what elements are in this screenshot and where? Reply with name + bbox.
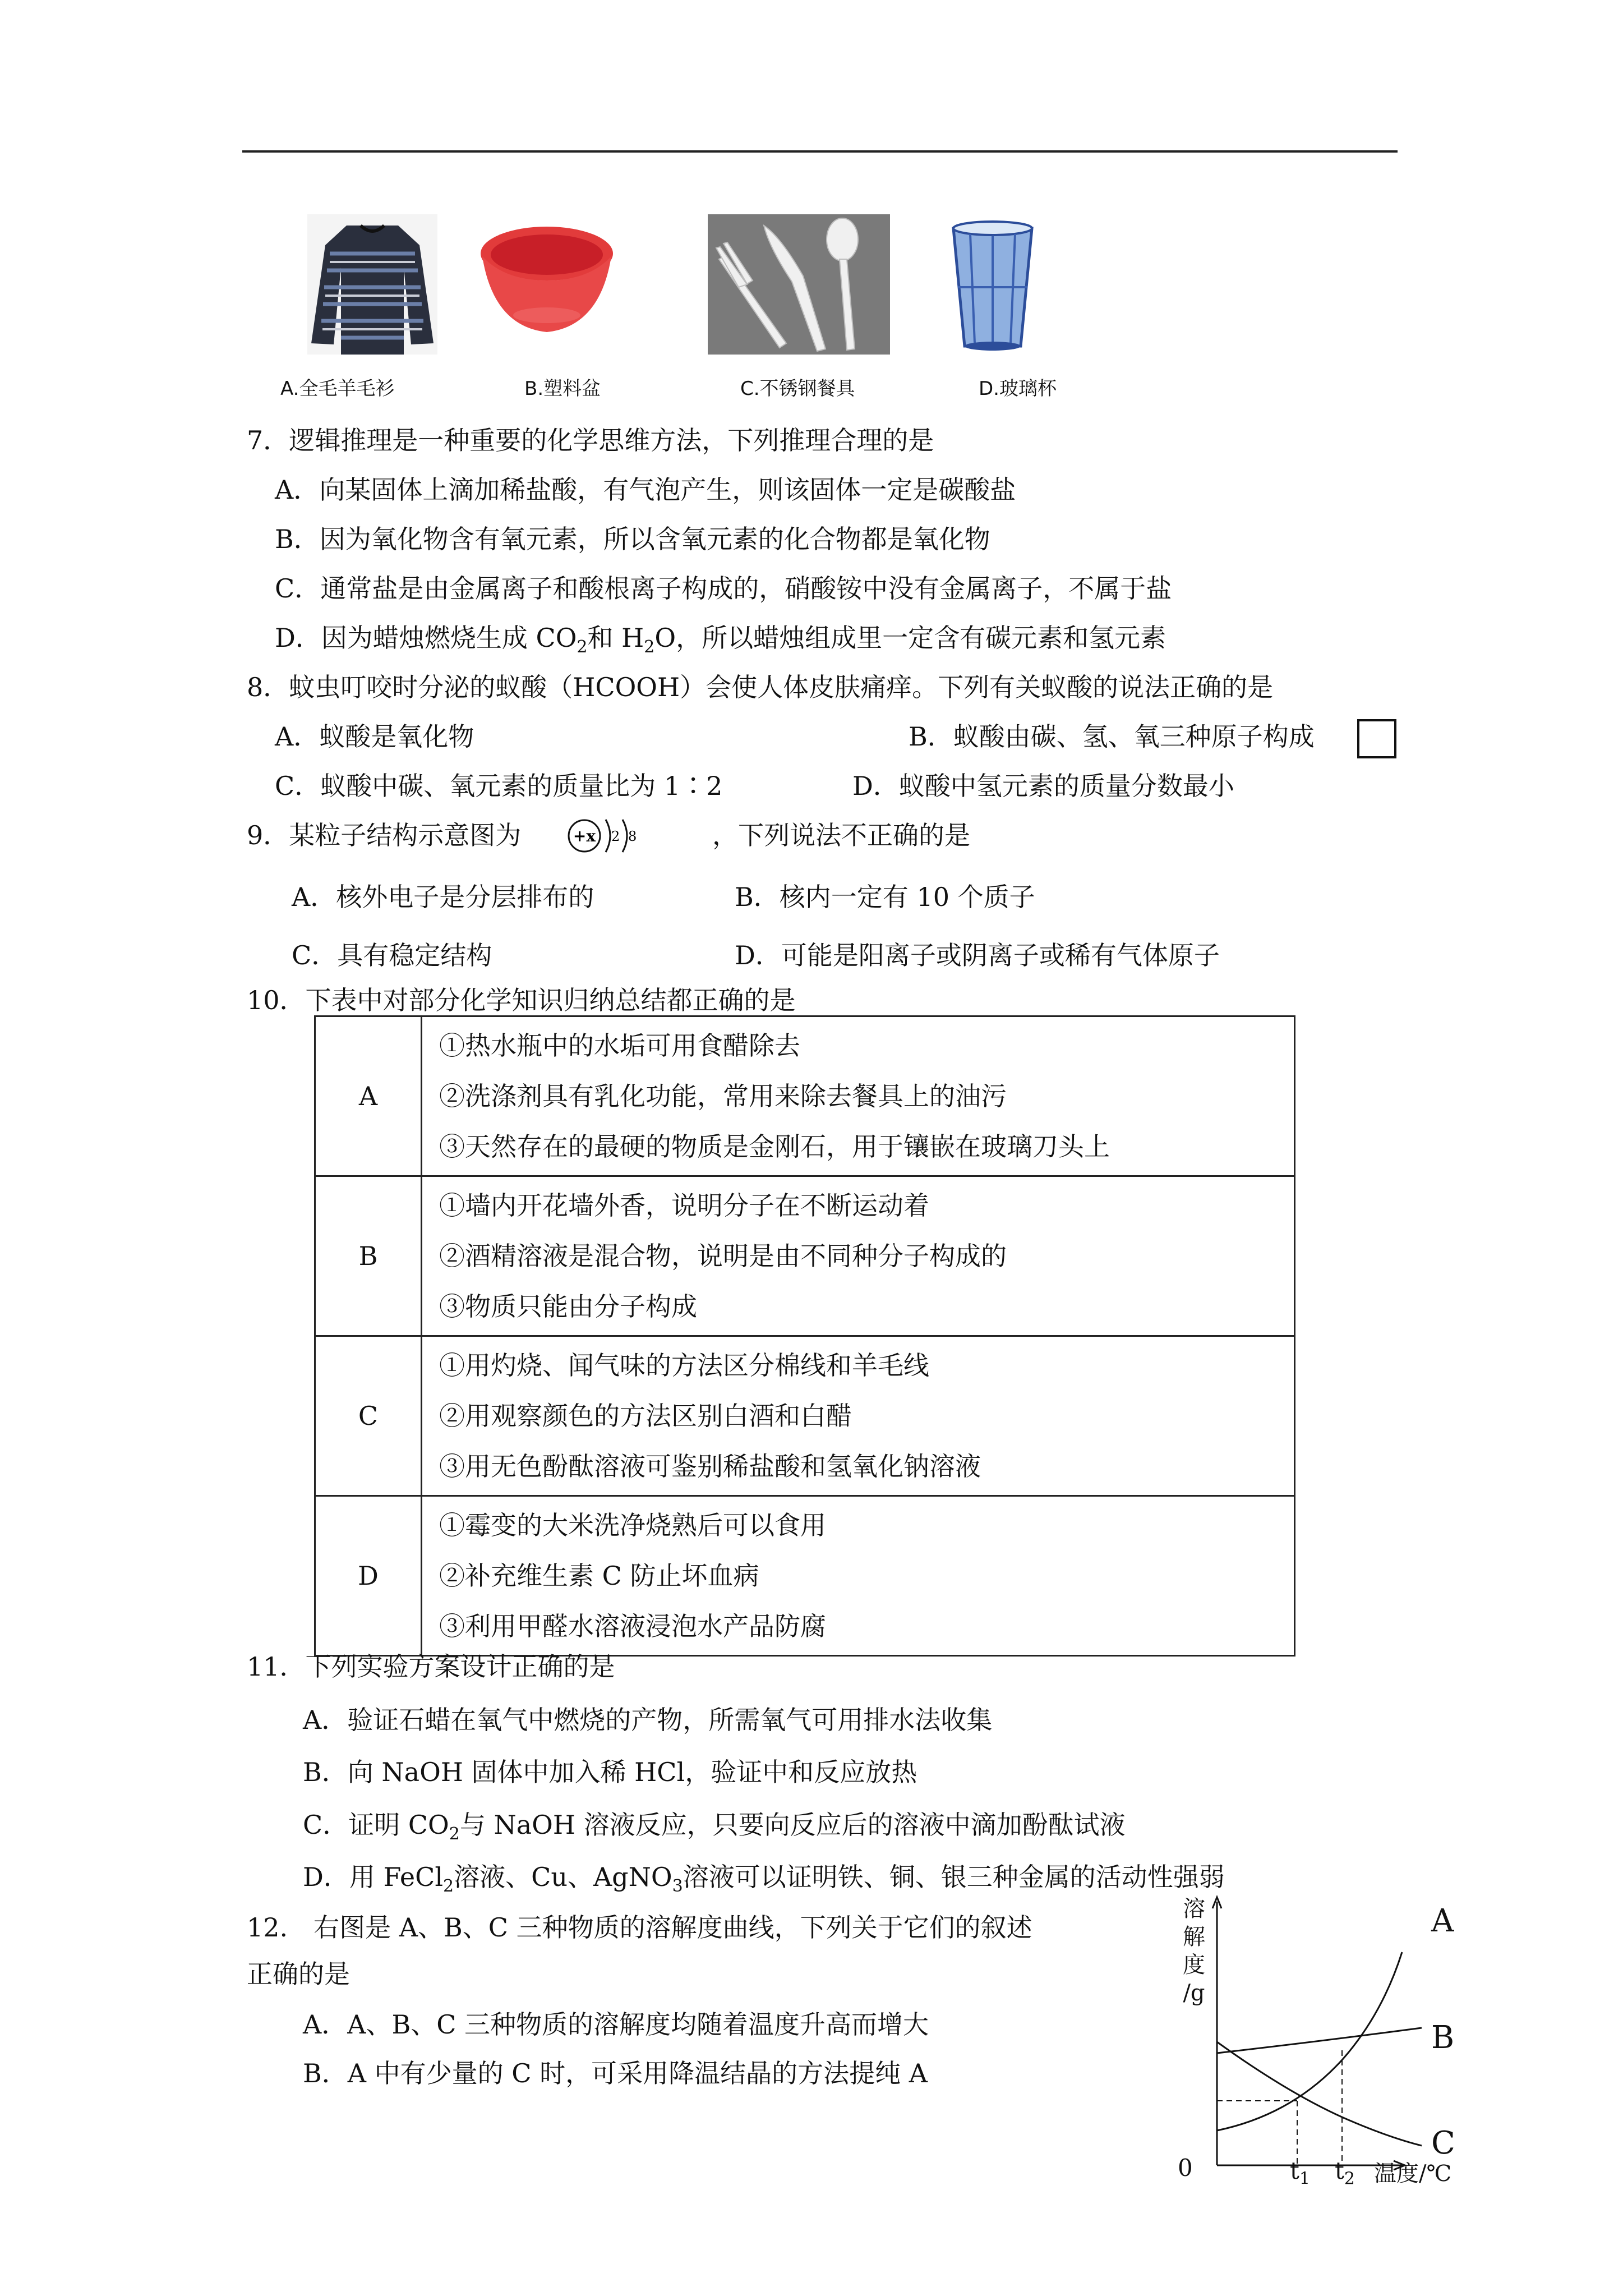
q10-stem: 10．下表中对部分化学知识归纳总结都正确的是: [247, 985, 796, 1015]
list-item: ③物质只能由分子构成: [439, 1291, 697, 1322]
list-item: ③利用甲醛水溶液浸泡水产品防腐: [439, 1611, 826, 1641]
q9-stem-end: ，下列说法不正确的是: [712, 820, 970, 850]
list-item: ①用灼烧、闻气味的方法区分棉线和羊毛线: [439, 1350, 929, 1381]
q7-option-b: B．因为氧化物含有氧元素，所以含氧元素的化合物都是氧化物: [275, 524, 990, 554]
header-rule: [242, 150, 1398, 153]
q9-option-b: B．核内一定有 10 个质子: [735, 882, 1035, 912]
q12-stem-line1: 12. 右图是 A、B、C 三种物质的溶解度曲线，下列关于它们的叙述: [247, 1912, 1032, 1943]
table-row: [315, 1016, 1295, 1176]
curve-a-label: A: [1431, 1903, 1454, 1939]
q12-option-a: A．A、B、C 三种物质的溶解度均随着温度升高而增大: [303, 2009, 929, 2040]
nucleus-charge: +x: [573, 827, 596, 845]
q9-option-d: D．可能是阳离子或阴离子或稀有气体原子: [735, 940, 1220, 970]
q7-option-a: A．向某固体上滴加稀盐酸，有气泡产生，则该固体一定是碳酸盐: [275, 475, 1016, 505]
q11-option-a: A．验证石蜡在氧气中燃烧的产物，所需氧气可用排水法收集: [303, 1705, 993, 1735]
row-key: B: [315, 1176, 422, 1336]
q12-option-b: B．A 中有少量的 C 时，可采用降温结晶的方法提纯 A: [303, 2058, 928, 2088]
caption-d: D.玻璃杯: [979, 378, 1057, 400]
q7-option-c: C．通常盐是由金属离子和酸根离子构成的，硝酸铵中没有金属离子，不属于盐: [275, 573, 1172, 604]
q9-option-a: A．核外电子是分层排布的: [292, 882, 594, 912]
q11-stem: 11．下列实验方案设计正确的是: [247, 1651, 615, 1682]
list-item: ②洗涤剂具有乳化功能，常用来除去餐具上的油污: [439, 1081, 1007, 1111]
q7-stem: 7．逻辑推理是一种重要的化学思维方法，下列推理合理的是: [247, 425, 934, 455]
cutlery-icon: [708, 214, 890, 355]
q9-stem-start: 9．某粒子结构示意图为: [247, 820, 522, 850]
list-item: ①热水瓶中的水垢可用食醋除去: [439, 1030, 800, 1061]
q9-option-c: C．具有稳定结构: [292, 940, 492, 970]
table-row: [315, 1336, 1295, 1496]
glass-cup-icon: [942, 214, 1043, 355]
t1-label: $t_1$: [1290, 2157, 1310, 2189]
shell1-electrons: 2: [611, 829, 620, 844]
q8-option-b: B．蚁酸由碳、氢、氧三种原子构成: [909, 721, 1315, 752]
row-key: A: [315, 1016, 422, 1176]
q11-option-c: C．证明 $CO_2$与 NaOH 溶液反应，只要向反应后的溶液中滴加酚酞试液: [303, 1810, 1126, 1844]
list-item: ②补充维生素 C 防止坏血病: [439, 1561, 759, 1591]
list-item: ②用观察颜色的方法区别白酒和白醋: [439, 1401, 852, 1431]
q8-option-a: A．蚁酸是氧化物: [275, 721, 474, 752]
t2-label: $t_2$: [1335, 2157, 1355, 2189]
curve-b-label: B: [1431, 2019, 1455, 2056]
knowledge-table: [314, 1015, 1295, 1657]
list-item: ①墙内开花墙外香，说明分子在不断运动着: [439, 1190, 929, 1221]
plastic-basin-icon: [477, 214, 617, 355]
list-item: ③天然存在的最硬的物质是金刚石，用于镶嵌在玻璃刀头上: [439, 1131, 1110, 1162]
list-item: ②酒精溶液是混合物，说明是由不同种分子构成的: [439, 1241, 1007, 1271]
q11-option-b: B．向 NaOH 固体中加入稀 HCl，验证中和反应放热: [303, 1757, 917, 1787]
caption-c: C.不锈钢餐具: [740, 378, 855, 400]
origin-label: 0: [1178, 2154, 1193, 2182]
curve-c: [1217, 2042, 1422, 2146]
q8-option-c: C．蚁酸中碳、氧元素的质量比为 1∶2: [275, 771, 723, 801]
x-axis-label: 温度/℃: [1374, 2161, 1452, 2187]
list-item: ③用无色酚酞溶液可鉴别稀盐酸和氢氧化钠溶液: [439, 1451, 981, 1481]
q7-option-d: D．因为蜡烛燃烧生成 $CO_2$和 $H_2O$，所以蜡烛组成里一定含有碳元素和氢元素: [275, 623, 1166, 657]
table-row: [315, 1176, 1295, 1336]
curve-b: [1217, 2028, 1422, 2053]
row-key: C: [315, 1336, 422, 1496]
q8-option-d: D．蚁酸中氢元素的质量分数最小: [852, 771, 1234, 801]
answer-box: [1357, 719, 1396, 758]
curve-c-label: C: [1431, 2125, 1455, 2161]
y-axis-label: 溶 解 度 /g: [1183, 1896, 1205, 2006]
atom-structure-diagram: [566, 816, 656, 855]
table-row: [315, 1496, 1295, 1656]
q8-stem: 8．蚊虫叮咬时分泌的蚁酸（HCOOH）会使人体皮肤痛痒。下列有关蚁酸的说法正确的是: [247, 672, 1274, 702]
q11-option-d: D．用 FeCl$_2$溶液、Cu、AgNO$_3$溶液可以证明铁、铜、银三种金属的活动性强弱: [303, 1862, 1225, 1897]
q12-stem-line2: 正确的是: [247, 1959, 350, 1989]
caption-b: B.塑料盆: [524, 378, 601, 400]
caption-a: A.全毛羊毛衫: [280, 378, 395, 400]
list-item: ①霉变的大米洗净烧熟后可以食用: [439, 1510, 826, 1540]
shell2-electrons: 8: [628, 829, 637, 844]
row-key: D: [315, 1496, 422, 1656]
sweater-icon: [307, 214, 437, 355]
